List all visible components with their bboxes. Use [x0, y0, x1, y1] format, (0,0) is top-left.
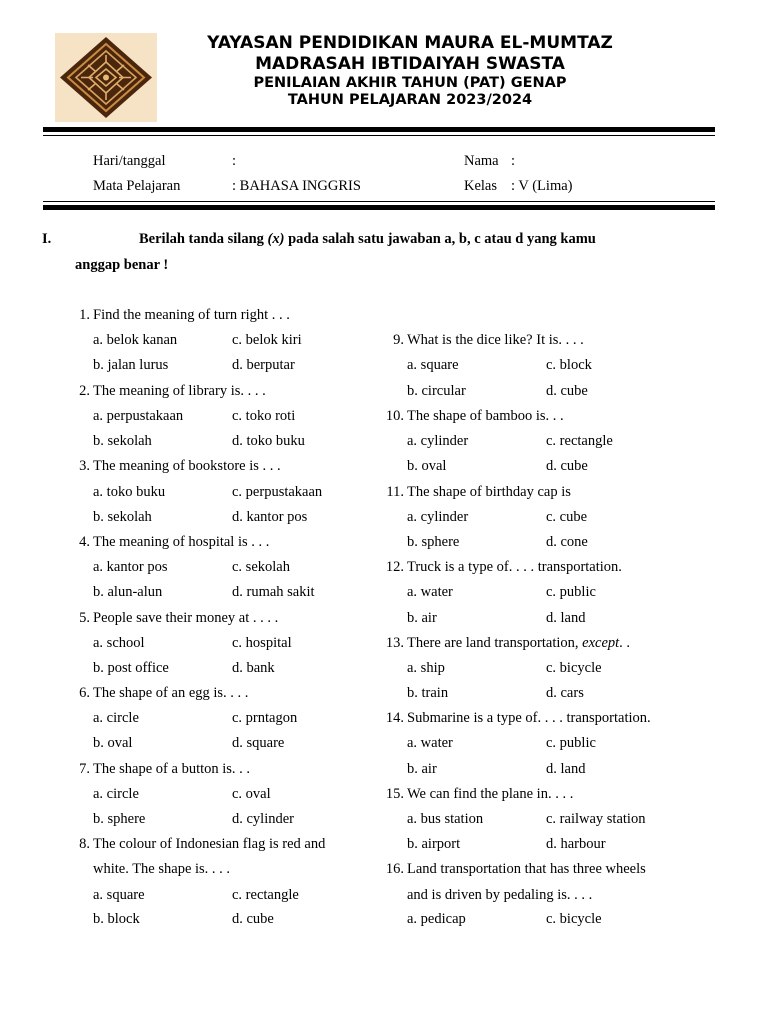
option-a: a. ship: [407, 660, 445, 676]
option-d: d. toko buku: [232, 433, 305, 449]
option-d: d. bank: [232, 660, 275, 676]
option-c: c. toko roti: [232, 408, 296, 424]
question-number: 11.: [386, 484, 404, 500]
exam-title: PENILAIAN AKHIR TAHUN (PAT) GENAP: [253, 75, 567, 91]
question-14: [380, 708, 680, 733]
option-d: d. square: [232, 735, 285, 751]
option-b: b. train: [407, 685, 449, 701]
question-4: [66, 532, 366, 557]
option-c: c. sekolah: [232, 559, 290, 575]
question-number: 9.: [393, 332, 404, 348]
option-b: b. jalan lurus: [93, 357, 169, 373]
option-d: d. kantor pos: [232, 509, 308, 525]
option-b: b. sphere: [93, 811, 146, 827]
class-value: : V (Lima): [511, 178, 573, 194]
question-1: [66, 305, 366, 330]
instruction-line-1: [139, 231, 596, 248]
option-b: b. sekolah: [93, 509, 152, 525]
foundation-name: YAYASAN PENDIDIKAN MAURA EL-MUMTAZ: [207, 33, 613, 53]
question-text: The shape of a button is. . .: [93, 761, 251, 777]
option-c: c. public: [546, 735, 596, 751]
question-10: [380, 406, 680, 431]
name-label: Nama: [464, 153, 499, 169]
question-15: [380, 784, 680, 809]
school-name: MADRASAH IBTIDAIYAH SWASTA: [255, 54, 565, 74]
instruction-text-b: pada salah satu jawaban a, b, c atau d yang kamu: [284, 231, 596, 247]
option-a: a. cylinder: [407, 509, 469, 525]
option-a: a. perpustakaan: [93, 408, 184, 424]
option-c: c. rectangle: [232, 887, 299, 903]
option-a: a. school: [93, 635, 145, 651]
question-text: The shape of an egg is. . . .: [93, 685, 249, 701]
subject-value: : BAHASA INGGRIS: [232, 178, 361, 194]
option-c: c. bicycle: [546, 660, 602, 676]
option-a: a. circle: [93, 786, 139, 802]
question-text: The meaning of bookstore is . . .: [93, 458, 281, 474]
option-b: b. airport: [407, 836, 461, 852]
option-d: d. berputar: [232, 357, 295, 373]
option-a: a. kantor pos: [93, 559, 168, 575]
question-9: [380, 330, 680, 355]
question-7: [66, 759, 366, 784]
info-divider: [43, 205, 715, 210]
question-number: 8.: [79, 836, 90, 852]
question-text: The meaning of library is. . . .: [93, 383, 266, 399]
section-numeral: I.: [42, 231, 52, 247]
question-text: Truck is a type of. . . . transportation.: [407, 559, 622, 575]
question-number: 14.: [385, 710, 404, 726]
option-b: b. air: [407, 610, 437, 626]
question-2: [66, 381, 366, 406]
option-b: b. post office: [93, 660, 169, 676]
question-text-main: There are land transportation,: [407, 635, 583, 651]
option-c: c. prntagon: [232, 710, 298, 726]
option-a: a. circle: [93, 710, 139, 726]
question-text-emphasis: except: [582, 635, 620, 651]
question-text: Find the meaning of turn right . . .: [93, 307, 290, 323]
question-text: The shape of bamboo is. . .: [407, 408, 564, 424]
option-c: c. perpustakaan: [232, 484, 323, 500]
option-d: d. cube: [546, 383, 588, 399]
question-11: [380, 482, 680, 507]
option-d: d. land: [546, 610, 586, 626]
question-number: 6.: [79, 685, 90, 701]
question-13: [380, 633, 680, 658]
header-divider: [43, 127, 715, 132]
option-d: d. cube: [232, 911, 274, 927]
question-16: [380, 859, 700, 884]
option-c: c. cube: [546, 509, 588, 525]
option-a: a. water: [407, 584, 453, 600]
option-b: b. sphere: [407, 534, 460, 550]
option-b: b. circular: [407, 383, 466, 399]
question-5: [66, 608, 366, 633]
option-c: c. block: [546, 357, 592, 373]
question-number: 15.: [385, 786, 404, 802]
question-3: [66, 456, 366, 481]
question-text: [407, 633, 630, 653]
option-b: b. alun-alun: [93, 584, 163, 600]
option-b: b. block: [93, 911, 140, 927]
option-c: c. public: [546, 584, 596, 600]
day-label: Hari/tanggal: [93, 153, 166, 169]
option-b: b. oval: [93, 735, 133, 751]
class-label: Kelas: [464, 178, 498, 194]
question-text: We can find the plane in. . . .: [407, 786, 574, 802]
name-colon: :: [511, 153, 516, 169]
question-text: Submarine is a type of. . . . transportation.: [407, 710, 651, 726]
option-b: b. sekolah: [93, 433, 152, 449]
question-text: What is the dice like? It is. . . .: [407, 332, 584, 348]
question-text: The colour of Indonesian flag is red and: [93, 836, 326, 852]
question-6: [66, 683, 366, 708]
question-number: 10.: [385, 408, 404, 424]
subject-label: Mata Pelajaran: [93, 178, 181, 194]
header-divider-thin: [43, 135, 715, 136]
question-text-continued: white. The shape is. . . .: [93, 861, 231, 877]
option-d: d. cars: [546, 685, 584, 701]
question-number: 16.: [385, 861, 404, 877]
question-number: 1.: [79, 307, 90, 323]
question-text: The meaning of hospital is . . .: [93, 534, 270, 550]
option-d: d. rumah sakit: [232, 584, 315, 600]
option-b: b. air: [407, 761, 437, 777]
question-number: 4.: [79, 534, 90, 550]
option-c: c. railway station: [546, 811, 646, 827]
question-12: [380, 557, 680, 582]
option-c: c. bicycle: [546, 911, 602, 927]
option-a: a. belok kanan: [93, 332, 178, 348]
option-d: d. land: [546, 761, 586, 777]
day-colon: :: [232, 153, 237, 169]
option-c: c. belok kiri: [232, 332, 302, 348]
option-a: a. square: [93, 887, 145, 903]
question-text-continued: and is driven by pedaling is. . . .: [407, 887, 593, 903]
question-text-tail: . .: [619, 635, 631, 651]
option-a: a. toko buku: [93, 484, 166, 500]
question-text: People save their money at . . . .: [93, 610, 279, 626]
option-b: b. oval: [407, 458, 447, 474]
instruction-mark: (x): [267, 231, 285, 247]
academic-year: TAHUN PELAJARAN 2023/2024: [287, 92, 533, 108]
question-text: Land transportation that has three wheels: [407, 861, 646, 877]
option-a: a. water: [407, 735, 453, 751]
option-d: d. cylinder: [232, 811, 295, 827]
question-number: 12.: [385, 559, 404, 575]
question-number: 2.: [79, 383, 90, 399]
option-d: d. harbour: [546, 836, 606, 852]
option-c: c. rectangle: [546, 433, 613, 449]
question-text: The shape of birthday cap is: [407, 484, 571, 500]
question-8: [66, 834, 366, 859]
info-divider-thin: [43, 201, 715, 202]
question-number: 13.: [385, 635, 404, 651]
question-number: 5.: [79, 610, 90, 626]
instruction-line-2: anggap benar !: [75, 257, 169, 273]
option-a: a. cylinder: [407, 433, 469, 449]
option-a: a. pedicap: [407, 911, 466, 927]
option-c: c. oval: [232, 786, 271, 802]
option-d: d. cube: [546, 458, 588, 474]
question-number: 3.: [79, 458, 90, 474]
option-d: d. cone: [546, 534, 588, 550]
option-a: a. bus station: [407, 811, 484, 827]
question-number: 7.: [79, 761, 90, 777]
option-c: c. hospital: [232, 635, 292, 651]
instruction-text-a: Berilah tanda silang: [139, 231, 268, 247]
option-a: a. square: [407, 357, 459, 373]
